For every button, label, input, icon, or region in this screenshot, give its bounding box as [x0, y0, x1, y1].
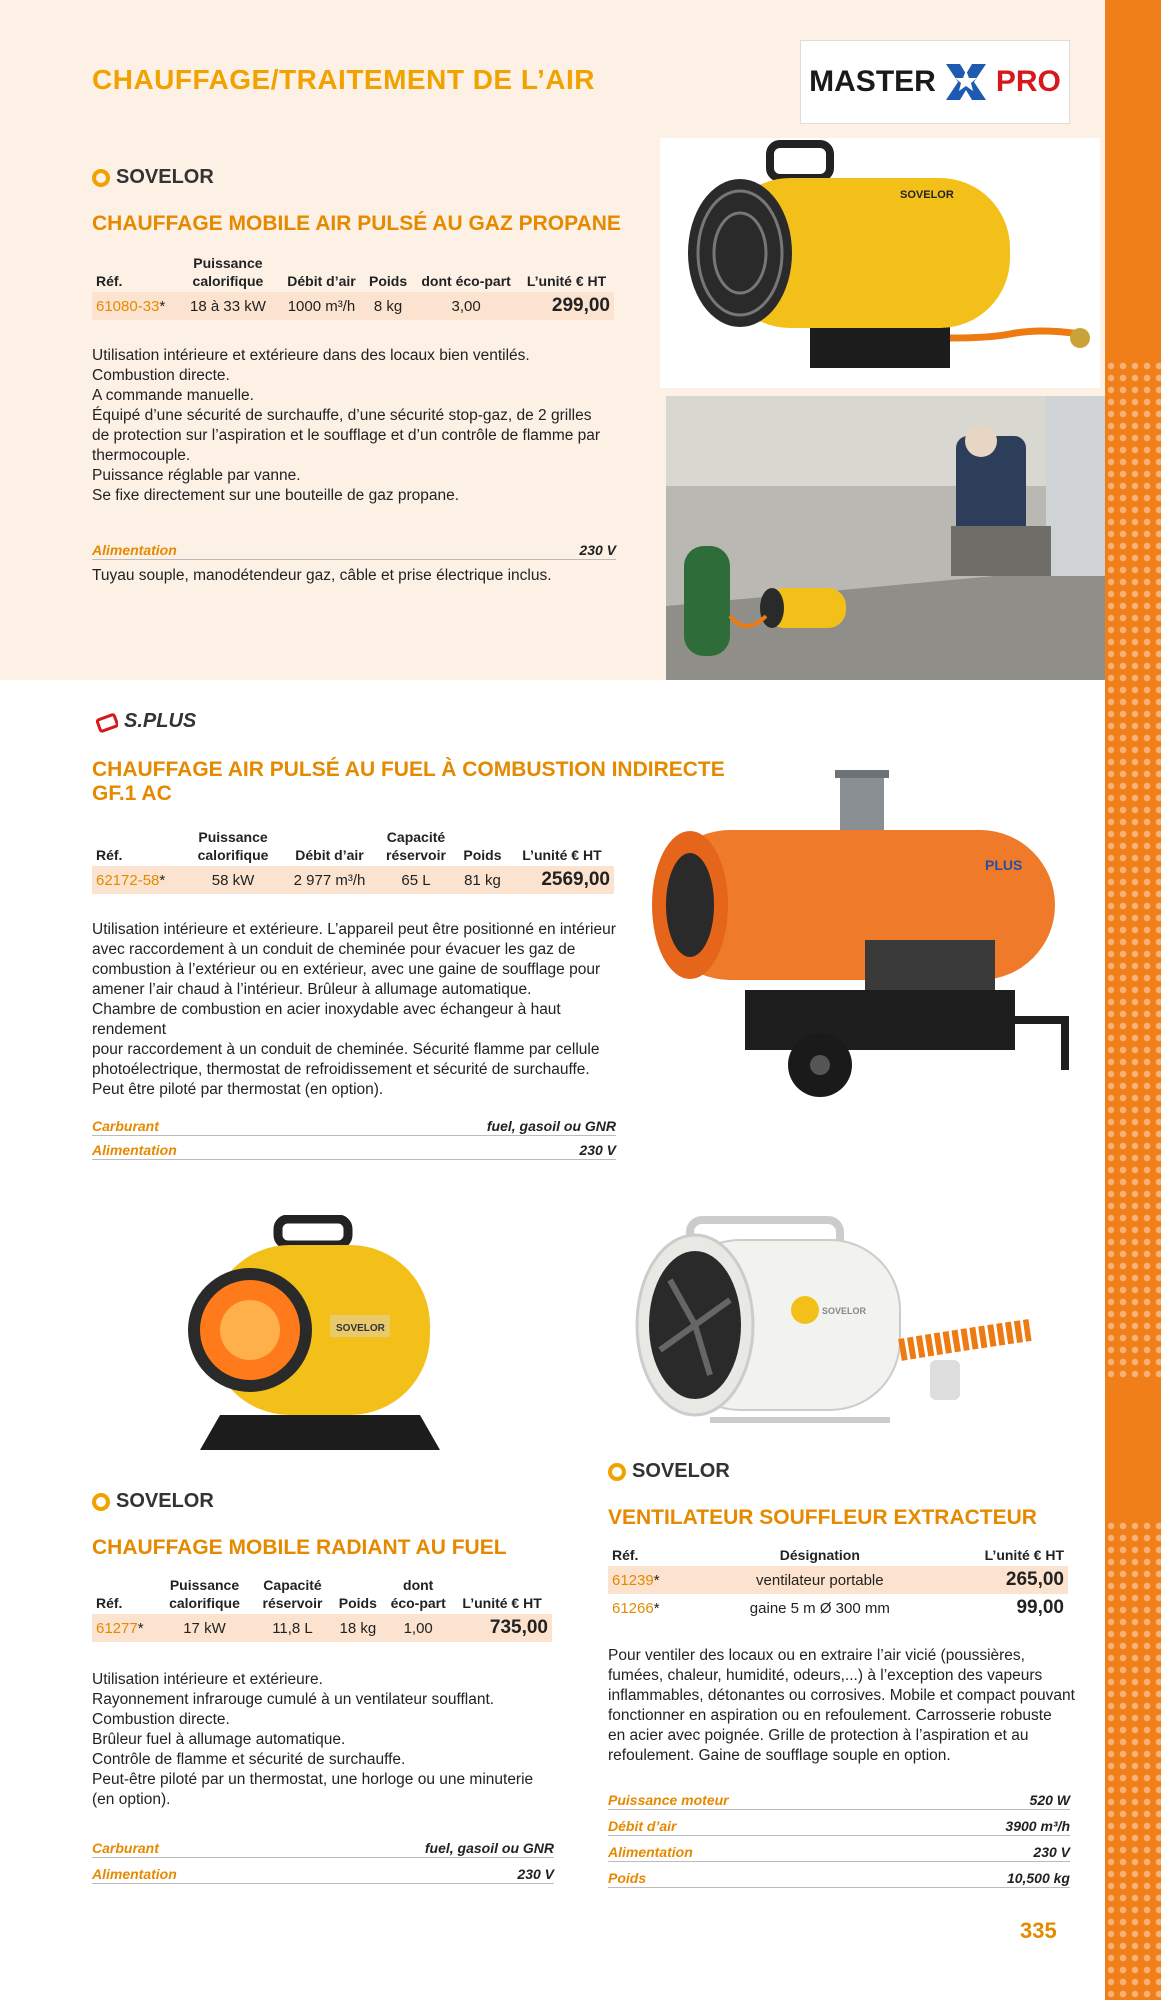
star-x-icon: [944, 60, 988, 104]
col-header: Capacité réservoir: [386, 829, 446, 863]
image-brand-text: SOVELOR: [822, 1306, 867, 1316]
puissance-cell: 58 kW: [184, 866, 282, 894]
product-title: [92, 758, 725, 806]
price-cell: 2569,00: [510, 866, 614, 894]
brand-logo-sovelor: [92, 1490, 214, 1513]
spec-label: Alimentation: [608, 1844, 693, 1860]
logo-text-pro: PRO: [995, 65, 1061, 98]
col-header: Réf.: [96, 847, 123, 863]
col-header: Puissance calorifique: [197, 829, 269, 863]
desc-line: Puissance réglable par vanne.: [92, 467, 301, 484]
ref-value: 61266: [612, 1599, 654, 1617]
desc-line: Utilisation intérieure et extérieure.: [92, 1671, 323, 1688]
col-header: Poids: [338, 1595, 377, 1611]
spec-debit-air: [608, 1818, 1070, 1836]
spec-value: fuel, gasoil ou GNR: [486, 1118, 616, 1134]
product-description: [92, 346, 622, 506]
col-header: L’unité € HT: [462, 1595, 542, 1611]
brand-logo-sovelor: [608, 1460, 730, 1483]
col-header: L’unité € HT: [526, 273, 607, 289]
desc-line: Rayonnement infrarouge cumulé à un ventilateur soufflant.: [92, 1691, 495, 1708]
spec-value: 230 V: [517, 1866, 554, 1882]
desc-line: Combustion directe.: [92, 1711, 230, 1728]
col-header: Désignation: [779, 1547, 860, 1563]
puissance-cell: 17 kW: [155, 1614, 253, 1642]
desc-line: Contrôle de flamme et sécurité de surchauffe.: [92, 1751, 406, 1768]
brand-ring-icon: [92, 1493, 110, 1511]
table-row: [608, 1594, 1068, 1622]
spec-alimentation: [92, 1866, 554, 1884]
spec-label: Alimentation: [92, 542, 177, 558]
spec-carburant: [92, 1840, 554, 1858]
ref-value: 61080-33: [96, 297, 160, 315]
ref-cell: [92, 866, 184, 894]
table-row: [92, 866, 614, 894]
col-header: Poids: [463, 847, 502, 863]
desc-line: fumées, chaleur, humidité, odeurs,...) à l’exception des vapeurs: [608, 1667, 1043, 1684]
col-header: dont éco-part: [421, 273, 511, 289]
brand-ring-icon: [608, 1463, 626, 1481]
spec-puissance-moteur: [608, 1792, 1070, 1810]
brand-ring-icon: [92, 169, 110, 187]
brand-name: SOVELOR: [116, 166, 214, 188]
col-header: Puissance calorifique: [192, 255, 264, 289]
capacite-cell: 11,8 L: [253, 1614, 331, 1642]
table-row: [92, 1614, 552, 1642]
ref-star: *: [137, 1619, 144, 1637]
col-header: Débit d’air: [295, 847, 364, 863]
page-number: 335: [1020, 1918, 1057, 1943]
desc-line: Chambre de combustion en acier inoxydable avec échangeur à haut rendement: [92, 1001, 561, 1038]
col-header: dont éco-part: [390, 1577, 446, 1611]
desc-line: (en option).: [92, 1791, 171, 1808]
fuel-heater-image: [645, 770, 1095, 1120]
ref-cell: [608, 1594, 706, 1622]
spec-label: Alimentation: [92, 1866, 177, 1882]
product-title-line: GF.1 AC: [92, 782, 172, 805]
product-note: Tuyau souple, manodétendeur gaz, câble et prise électrique inclus.: [92, 567, 552, 584]
capacite-cell: 65 L: [377, 866, 455, 894]
spec-alimentation: [608, 1844, 1070, 1862]
spec-poids: [608, 1870, 1070, 1888]
spec-label: Carburant: [92, 1118, 159, 1134]
gas-heater-image: [660, 138, 1100, 388]
desc-line: Combustion directe.: [92, 367, 230, 384]
product-description: [608, 1646, 1078, 1766]
price-cell: 99,00: [1016, 1597, 1064, 1618]
desc-line: fonctionner en aspiration ou en refoulement. Carrosserie robuste: [608, 1707, 1052, 1724]
ref-value: 61277: [96, 1619, 138, 1637]
poids-cell: 81 kg: [455, 866, 510, 894]
spec-table: [92, 252, 614, 320]
desc-line: de protection sur l’aspiration et le soufflage et d’un contrôle de flamme par: [92, 427, 601, 444]
spec-table: [92, 826, 614, 894]
desc-line: Brûleur fuel à allumage automatique.: [92, 1731, 346, 1748]
col-header: Débit d’air: [287, 273, 356, 289]
price-cell: 265,00: [934, 1566, 1068, 1594]
brand-name: SOVELOR: [116, 1490, 214, 1512]
image-brand-text: PLUS: [985, 857, 1023, 873]
ref-cell: [608, 1566, 706, 1594]
masterpro-logo: [800, 40, 1070, 124]
table-row: [92, 292, 614, 320]
desc-line: photoélectrique, thermostat de refroidissement et sécurité de surchauffe.: [92, 1061, 590, 1078]
side-rail: [1105, 0, 1161, 2000]
spec-label: Alimentation: [92, 1142, 177, 1158]
price-cell: 735,00: [452, 1614, 552, 1642]
rail-dot-pattern: [1105, 1520, 1161, 2000]
spec-table: [92, 1574, 552, 1642]
spec-value: 230 V: [1033, 1844, 1070, 1860]
product-title: CHAUFFAGE MOBILE RADIANT AU FUEL: [92, 1536, 507, 1559]
spec-label: Carburant: [92, 1840, 159, 1856]
spec-value: 230 V: [579, 1142, 616, 1158]
product-title: VENTILATEUR SOUFFLEUR EXTRACTEUR: [608, 1506, 1037, 1529]
desc-line: Équipé d’une sécurité de surchauffe, d’une sécurité stop-gaz, de 2 grilles: [92, 407, 592, 424]
designation-cell: ventilateur portable: [706, 1566, 934, 1594]
product-title: CHAUFFAGE MOBILE AIR PULSÉ AU GAZ PROPANE: [92, 212, 621, 235]
product-title-line: CHAUFFAGE AIR PULSÉ AU FUEL À COMBUSTION INDIRECTE: [92, 758, 725, 781]
brand-name: S.PLUS: [124, 710, 197, 732]
spec-label: Poids: [608, 1870, 647, 1886]
spec-label: Puissance moteur: [608, 1792, 729, 1808]
eco-cell: 1,00: [384, 1614, 452, 1642]
spec-table: [608, 1544, 1068, 1622]
spec-alimentation: [92, 542, 616, 560]
ref-value: 61239: [612, 1571, 654, 1589]
desc-line: Peut-être piloté par un thermostat, une horloge ou une minuterie: [92, 1771, 534, 1788]
ref-star: *: [159, 297, 166, 315]
debit-cell: 1000 m³/h: [280, 292, 363, 320]
ref-star: *: [653, 1571, 660, 1589]
brand-name: SOVELOR: [632, 1460, 730, 1482]
image-brand-text: SOVELOR: [336, 1323, 385, 1334]
desc-line: en acier avec poignée. Grille de protection à l’aspiration et au: [608, 1727, 1029, 1744]
eco-cell: 3,00: [413, 292, 519, 320]
spec-carburant: [92, 1118, 616, 1136]
col-header: Poids: [369, 273, 408, 289]
desc-line: A commande manuelle.: [92, 387, 254, 404]
desc-line: Peut être piloté par thermostat (en option).: [92, 1081, 384, 1098]
product-description: [92, 920, 632, 1100]
spec-value: 230 V: [579, 542, 616, 558]
desc-line: Se fixe directement sur une bouteille de gaz propane.: [92, 487, 460, 504]
puissance-cell: 18 à 33 kW: [176, 292, 280, 320]
desc-line: combustion à l’extérieur ou en extérieur, avec une gaine de soufflage pour: [92, 961, 601, 978]
col-header: Réf.: [96, 1595, 123, 1611]
col-header: L’unité € HT: [522, 847, 602, 863]
splus-mark-icon: [96, 711, 118, 733]
ref-value: 62172-58: [96, 871, 160, 889]
ref-star: *: [653, 1599, 660, 1617]
col-header: Réf.: [96, 273, 123, 289]
spec-alimentation: [92, 1142, 616, 1160]
brand-logo-splus: [96, 710, 196, 733]
spec-value: 3900 m³/h: [1005, 1818, 1070, 1834]
usage-photo: [666, 396, 1105, 680]
table-row: [608, 1566, 1068, 1594]
product-description: [92, 1670, 592, 1810]
designation-cell: gaine 5 m Ø 300 mm: [749, 1599, 890, 1617]
debit-cell: 2 977 m³/h: [282, 866, 377, 894]
logo-text-master: MASTER: [809, 65, 936, 98]
col-header: Réf.: [612, 1547, 639, 1563]
poids-cell: 18 kg: [331, 1614, 384, 1642]
ref-cell: [92, 1614, 155, 1642]
poids-cell: 8 kg: [363, 292, 413, 320]
desc-line: inflammables, détonantes ou corrosives. Mobile et compact pouvant: [608, 1687, 1075, 1704]
ref-star: *: [159, 871, 166, 889]
desc-line: avec raccordement à un conduit de cheminée pour évacuer les gaz de: [92, 941, 576, 958]
rail-dot-pattern: [1105, 360, 1161, 1380]
price-cell: 299,00: [519, 292, 614, 320]
brand-logo-sovelor: [92, 166, 214, 189]
spec-value: fuel, gasoil ou GNR: [424, 1840, 554, 1856]
spec-label: Débit d’air: [608, 1818, 677, 1834]
image-brand-text: SOVELOR: [900, 189, 954, 201]
spec-value: 10,500 kg: [1006, 1870, 1070, 1886]
desc-line: thermocouple.: [92, 447, 191, 464]
desc-line: Utilisation intérieure et extérieure dans des locaux bien ventilés.: [92, 347, 530, 364]
desc-line: amener l’air chaud à l’intérieur. Brûleur à allumage automatique.: [92, 981, 532, 998]
fan-blower-image: [630, 1210, 1070, 1450]
col-header: Puissance calorifique: [169, 1577, 240, 1611]
col-header: L’unité € HT: [984, 1547, 1064, 1563]
desc-line: Utilisation intérieure et extérieure. L’appareil peut être positionné en intérieur: [92, 921, 616, 938]
col-header: Capacité réservoir: [262, 1577, 323, 1611]
section-title: CHAUFFAGE/TRAITEMENT DE L’AIR: [92, 64, 595, 95]
spec-value: 520 W: [1029, 1792, 1070, 1808]
desc-line: pour raccordement à un conduit de cheminée. Sécurité flamme par cellule: [92, 1041, 600, 1058]
desc-line: Pour ventiler des locaux ou en extraire l’air vicié (poussières,: [608, 1647, 1025, 1664]
desc-line: refoulement. Gaine de soufflage souple en option.: [608, 1747, 951, 1764]
radiant-heater-image: [180, 1215, 460, 1465]
ref-cell: [92, 292, 176, 320]
